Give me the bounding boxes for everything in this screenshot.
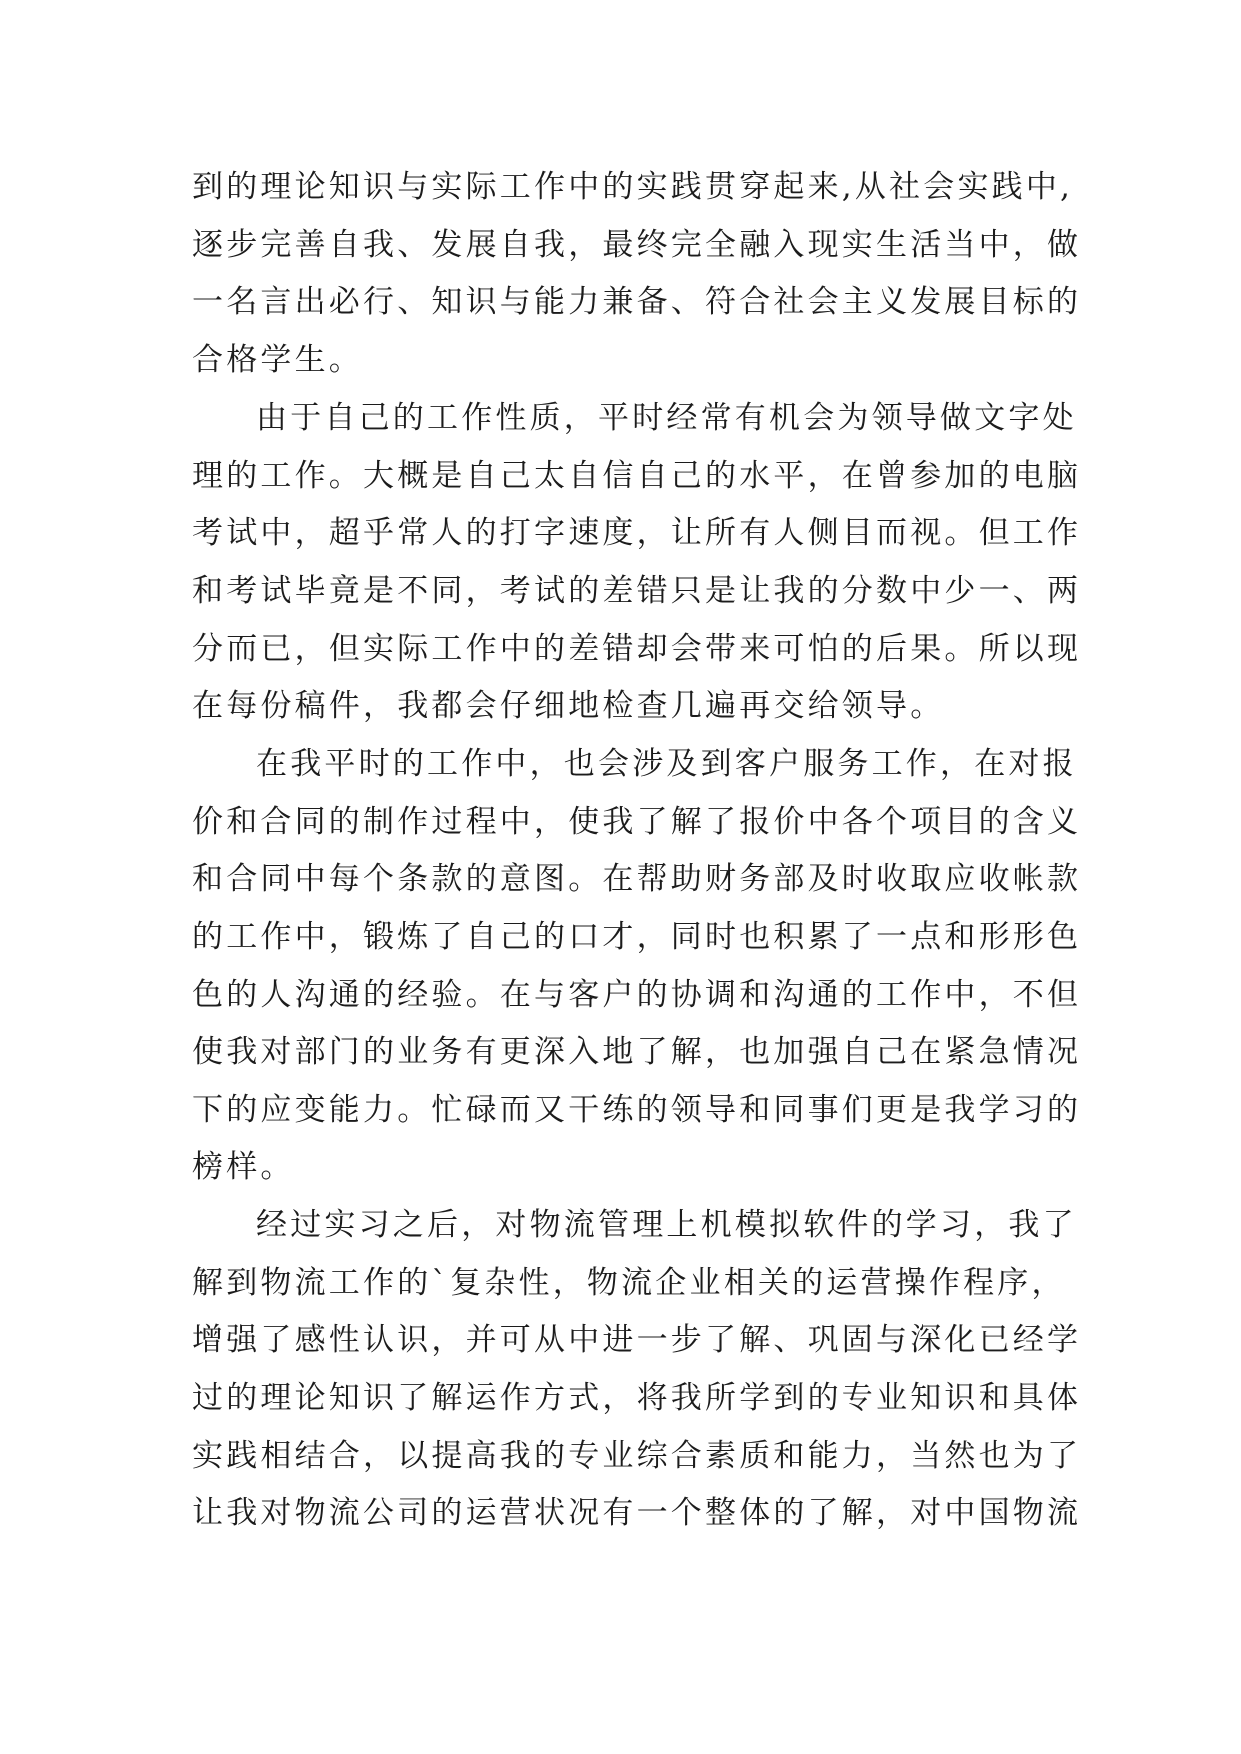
paragraph-first-line: 经过实习之后，对物流管理上机模拟软件的学习，我了 [256, 1207, 1077, 1243]
text-line: 色的人沟通的经验。在与客户的协调和沟通的工作中，不但 [192, 977, 1082, 1013]
text-line: 榜样。 [192, 1149, 295, 1185]
text-line: 和考试毕竟是不同，考试的差错只是让我的分数中少一、两 [192, 573, 1082, 609]
text-line: 的工作中，锻炼了自己的口才，同时也积累了一点和形形色 [192, 919, 1082, 955]
text-line: 解到物流工作的`复杂性，物流企业相关的运营操作程序， [192, 1265, 1066, 1301]
text-line: 分而已，但实际工作中的差错却会带来可怕的后果。所以现 [192, 631, 1082, 667]
text-line: 价和合同的制作过程中，使我了解了报价中各个项目的含义 [192, 804, 1082, 840]
text-line: 考试中，超乎常人的打字速度，让所有人侧目而视。但工作 [192, 515, 1082, 551]
text-line: 到的理论知识与实际工作中的实践贯穿起来,从社会实践中, [192, 169, 1074, 205]
text-line: 一名言出必行、知识与能力兼备、符合社会主义发展目标的 [192, 284, 1082, 320]
text-line: 和合同中每个条款的意图。在帮助财务部及时收取应收帐款 [192, 861, 1082, 897]
text-line: 合格学生。 [192, 342, 363, 378]
text-line: 实践相结合，以提高我的专业综合素质和能力，当然也为了 [192, 1438, 1082, 1474]
text-line: 在每份稿件，我都会仔细地检查几遍再交给领导。 [192, 688, 945, 724]
paragraph-first-line: 在我平时的工作中，也会涉及到客户服务工作，在对报 [256, 746, 1077, 782]
paragraph-first-line: 由于自己的工作性质，平时经常有机会为领导做文字处 [256, 400, 1077, 436]
text-line: 过的理论知识了解运作方式，将我所学到的专业知识和具体 [192, 1380, 1082, 1416]
text-line: 让我对物流公司的运营状况有一个整体的了解，对中国物流 [192, 1495, 1082, 1531]
text-line: 理的工作。大概是自己太自信自己的水平，在曾参加的电脑 [192, 458, 1082, 494]
text-line: 逐步完善自我、发展自我，最终完全融入现实生活当中，做 [192, 227, 1082, 263]
text-line: 使我对部门的业务有更深入地了解，也加强自己在紧急情况 [192, 1034, 1082, 1070]
text-line: 下的应变能力。忙碌而又干练的领导和同事们更是我学习的 [192, 1092, 1082, 1128]
text-line: 增强了感性认识，并可从中进一步了解、巩固与深化已经学 [192, 1322, 1082, 1358]
